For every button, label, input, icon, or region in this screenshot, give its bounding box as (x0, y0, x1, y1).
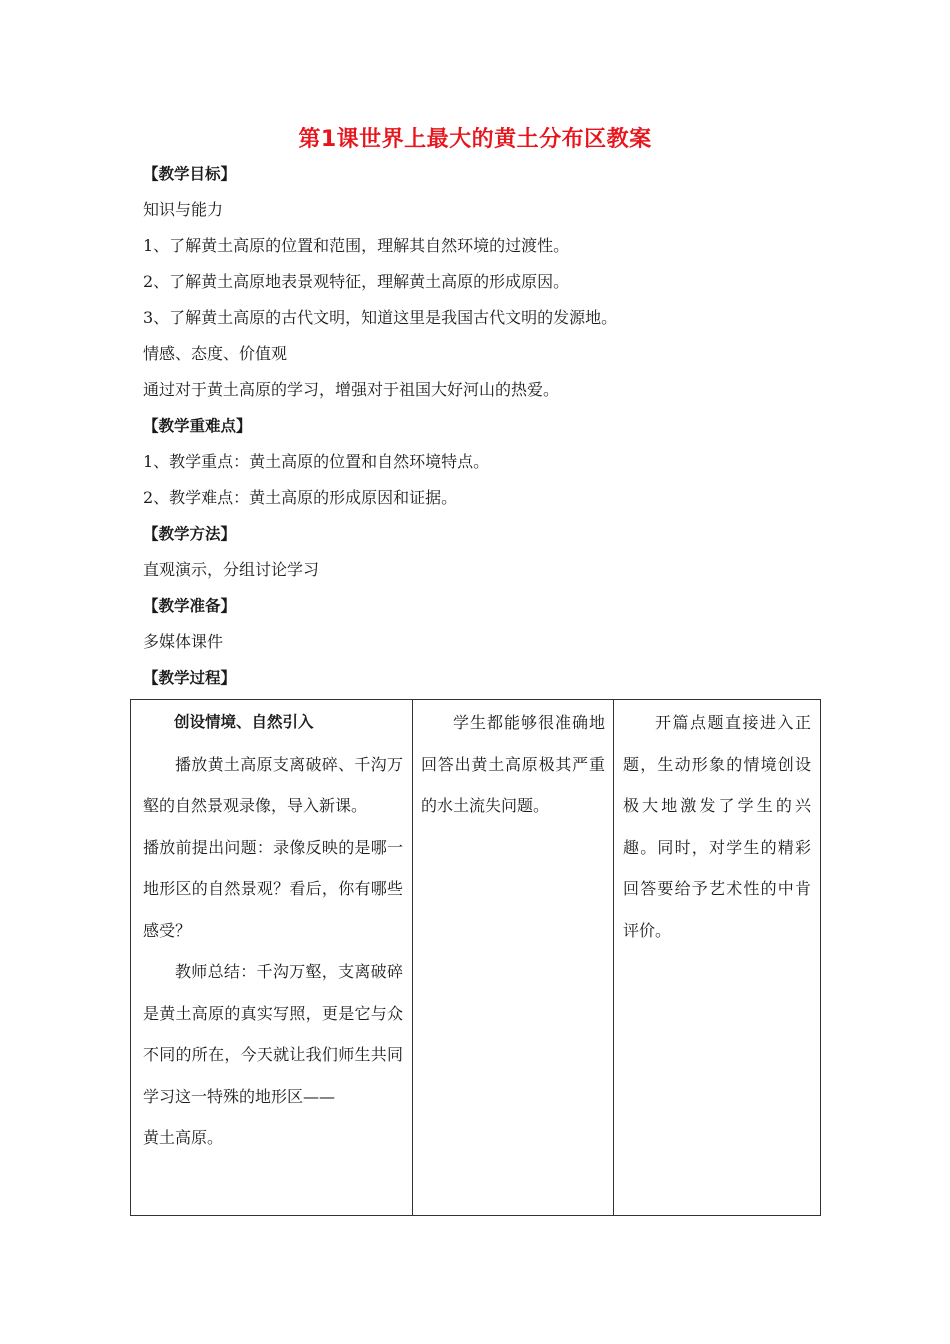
objective-item: 1、了解黄土高原的位置和范围，理解其自然环境的过渡性。 (143, 236, 570, 255)
preparation-text: 多媒体课件 (143, 632, 224, 651)
key-point-item: 1、教学重点：黄土高原的位置和自然环境特点。 (143, 452, 490, 471)
design-intent-text: 开篇点题直接进入正题，生动形象的情境创设极大地激发了学生的兴趣。同时，对学生的精彩回答要给予艺术性的中肯评价。 (623, 713, 811, 940)
section-heading-methods: 【教学方法】 (143, 525, 237, 543)
activity-heading: 创设情境、自然引入 (174, 713, 314, 731)
teaching-process-table (130, 699, 821, 1216)
teacher-summary-paragraph: 教师总结：千沟万壑，支离破碎是黄土高原的真实写照，更是它与众不同的所在，今天就让我们师生共同学习这一特殊的地形区—— (143, 962, 403, 1106)
teacher-activity-cell (131, 700, 413, 1216)
student-activity-cell (413, 700, 614, 1216)
student-activity-text: 学生都能够很准确地回答出黄土高原极其严重的水土流失问题。 (421, 713, 605, 815)
key-point-item: 2、教学难点：黄土高原的形成原因和证据。 (143, 488, 458, 507)
objective-item: 3、了解黄土高原的古代文明，知道这里是我国古代文明的发源地。 (143, 308, 618, 327)
activity-paragraph: 播放前提出问题：录像反映的是哪一地形区的自然景观？看后，你有哪些感受？ (143, 837, 403, 940)
section-heading-key-points: 【教学重难点】 (143, 417, 252, 435)
section-heading-objectives: 【教学目标】 (143, 165, 237, 183)
design-intent-cell (614, 700, 821, 1216)
objective-item: 2、了解黄土高原地表景观特征，理解黄土高原的形成原因。 (143, 272, 570, 291)
objective-item: 通过对于黄土高原的学习，增强对于祖国大好河山的热爱。 (143, 380, 560, 399)
objective-subheading-knowledge: 知识与能力 (143, 200, 224, 219)
activity-paragraph: 播放黄土高原支离破碎、千沟万壑的自然景观录像，导入新课。 (143, 754, 403, 815)
document-title: 第1课世界上最大的黄土分布区教案 (298, 127, 652, 152)
section-heading-preparation: 【教学准备】 (143, 597, 237, 615)
table-row (131, 700, 821, 1216)
methods-text: 直观演示，分组讨论学习 (143, 560, 320, 579)
objective-subheading-attitude: 情感、态度、价值观 (143, 344, 288, 363)
section-heading-process: 【教学过程】 (143, 669, 237, 687)
teacher-summary-end: 黄土高原。 (143, 1128, 224, 1147)
